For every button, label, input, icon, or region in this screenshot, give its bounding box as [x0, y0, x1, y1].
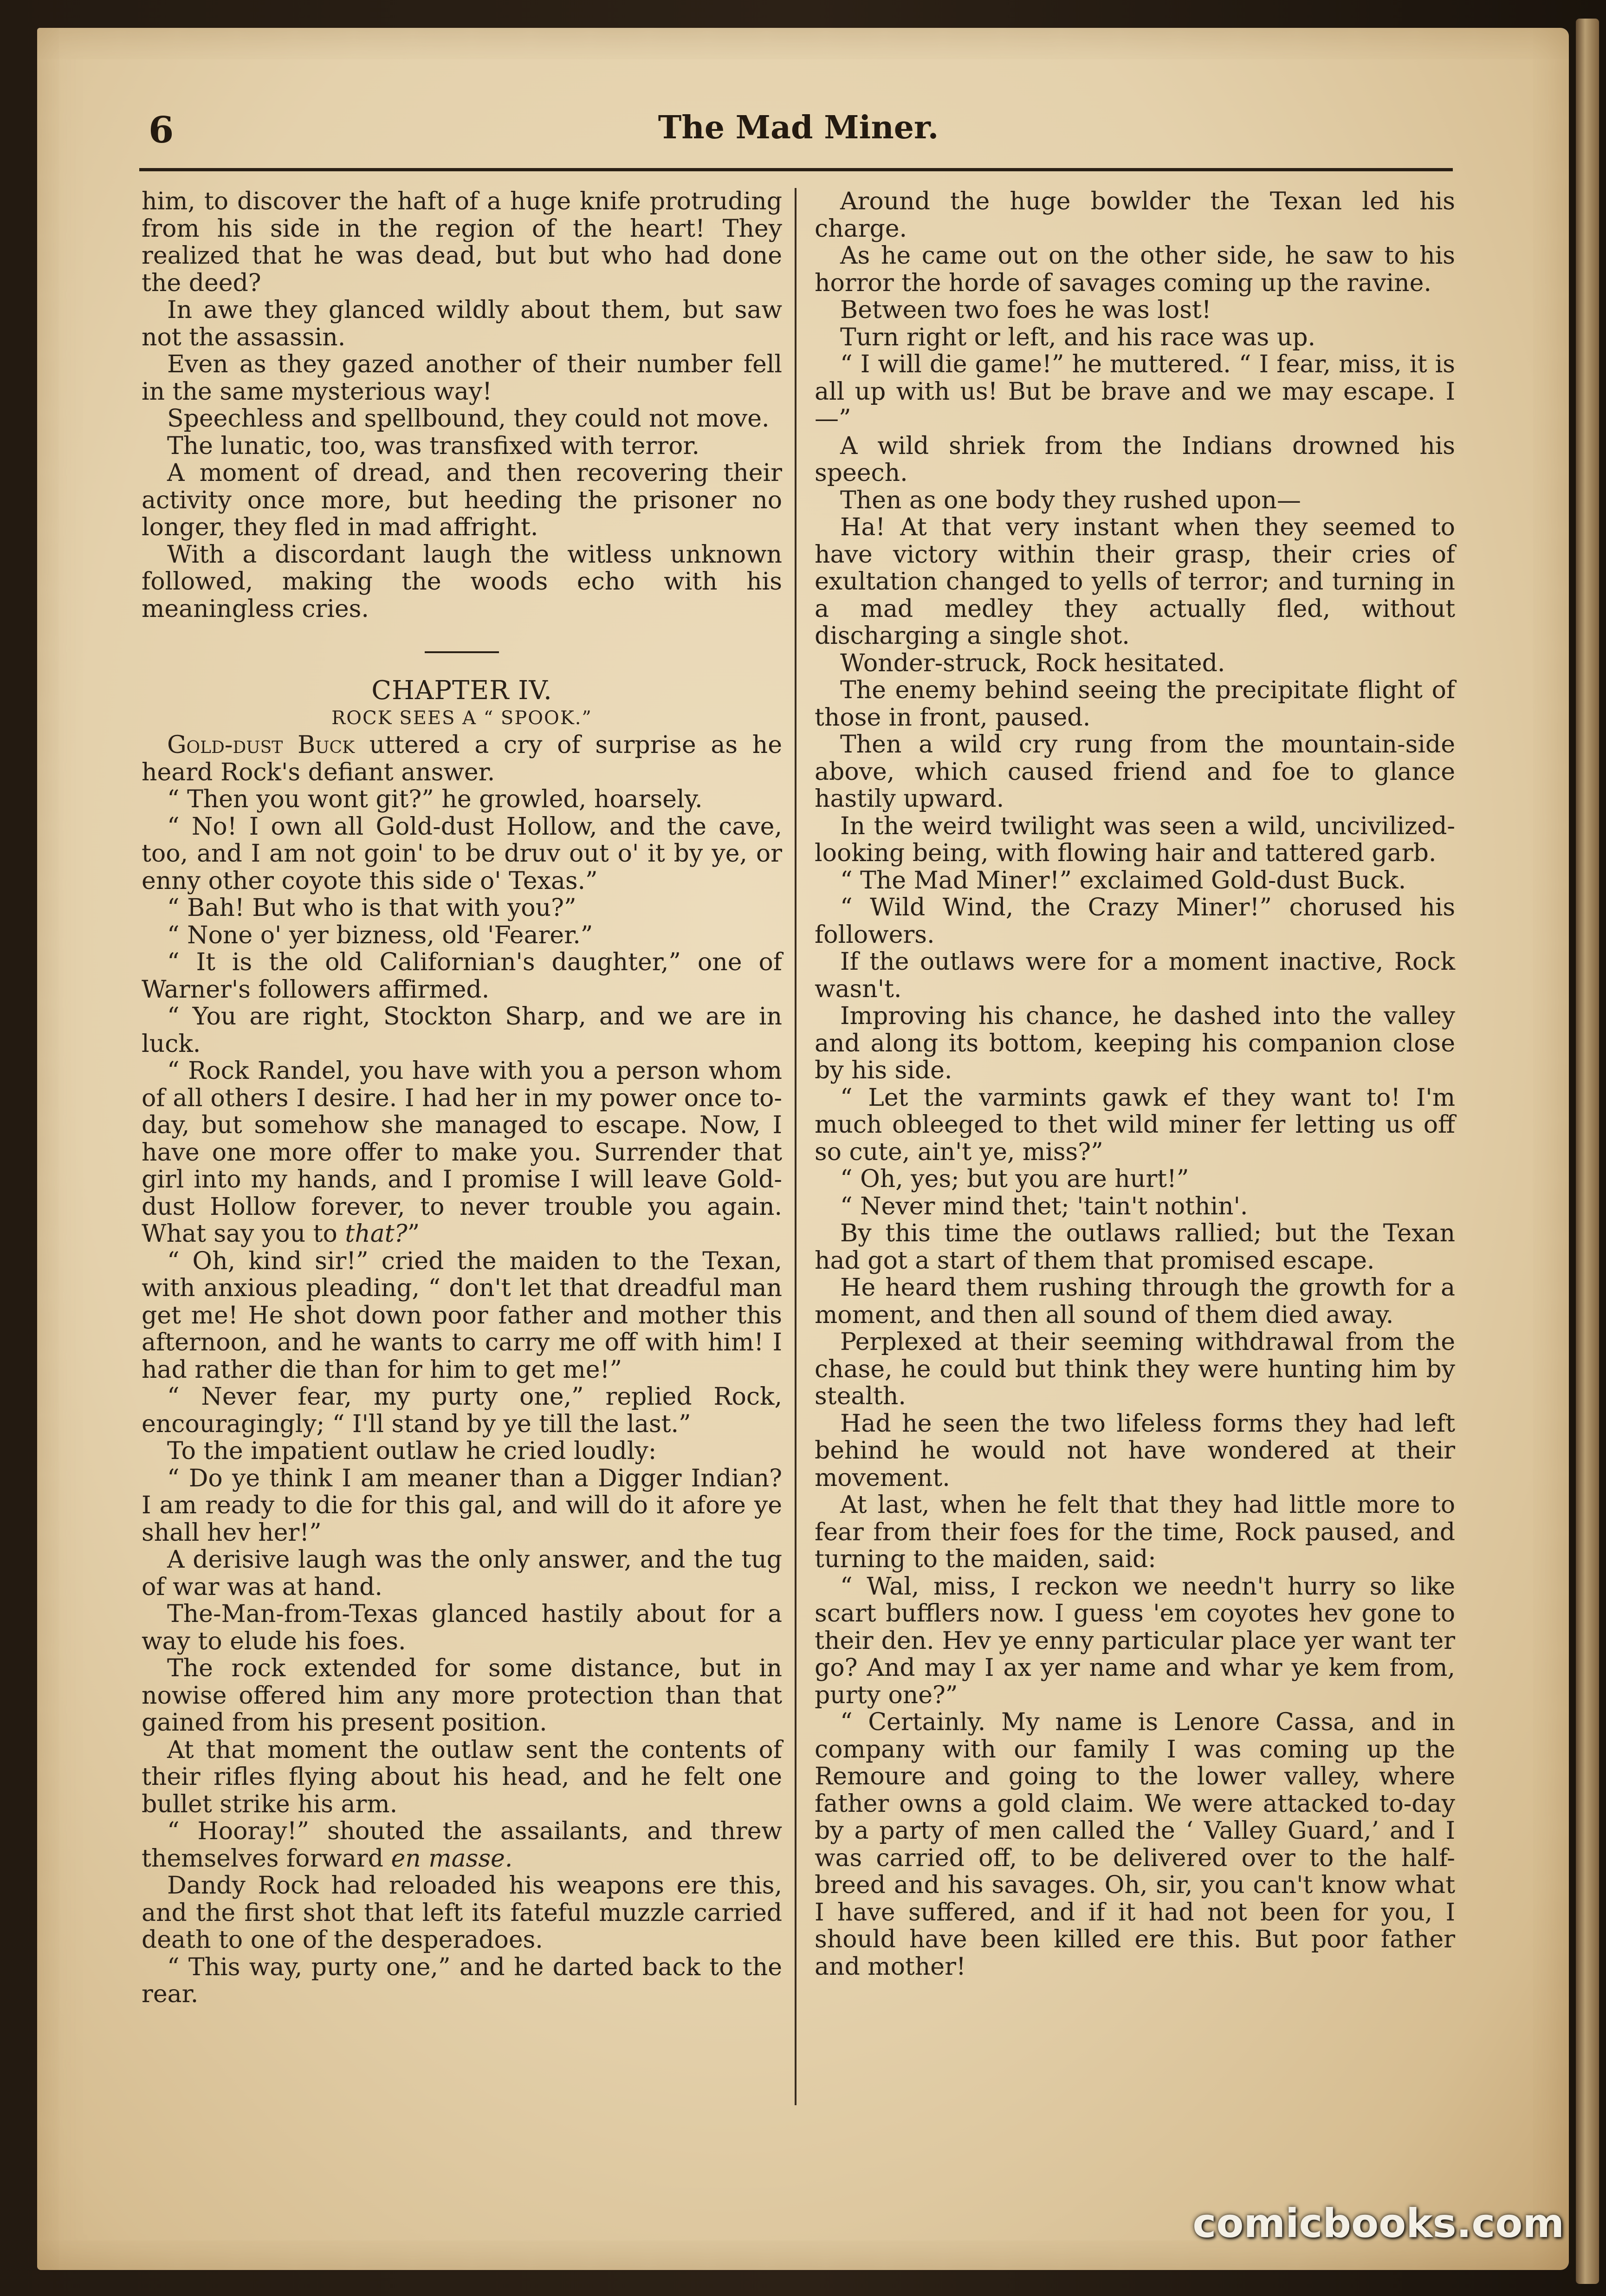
- paragraph: “ Never fear, my purty one,” replied Rock, encouragingly; “ I'll stand by ye till the last.”: [142, 1383, 782, 1438]
- paragraph: The lunatic, too, was transfixed with terror.: [167, 432, 700, 460]
- paragraph: [142, 1057, 782, 1248]
- paragraph: [142, 732, 782, 786]
- paragraph: Speechless and spellbound, they could not move.: [167, 405, 770, 433]
- paragraph: “ Wild Wind, the Crazy Miner!” chorused his followers.: [815, 894, 1455, 949]
- italic-phrase: en masse.: [391, 1844, 513, 1873]
- paragraph: Between two foes he was lost!: [840, 296, 1211, 324]
- chapter-heading: CHAPTER IV.: [371, 675, 552, 706]
- paragraph: Improving his chance, he dashed into the valley and along its bottom, keeping his companion close by his side.: [815, 1002, 1455, 1084]
- paragraph: “ The Mad Miner!” exclaimed Gold-dust Buck.: [840, 866, 1406, 895]
- page-number: 6: [149, 109, 174, 151]
- paragraph: “ Oh, yes; but you are hurt!”: [840, 1165, 1189, 1193]
- paragraph-text: uttered a cry of surprise as he heard Rock's defiant answer.: [142, 731, 782, 786]
- paragraph: “ It is the old Californian's daughter,” one of Warner's followers affirmed.: [142, 948, 782, 1004]
- paragraph: By this time the outlaws rallied; but the Texan had got a start of them that promised escape.: [815, 1219, 1455, 1275]
- paragraph: In awe they glanced wildly about them, but saw not the assassin.: [142, 296, 782, 351]
- right-column: [815, 188, 1455, 1980]
- paragraph: “ Do ye think I am meaner than a Digger Indian? I am ready to die for this gal, and will do it afore ye shall hev her!”: [142, 1464, 782, 1547]
- paragraph: If the outlaws were for a moment inactive, Rock wasn't.: [815, 948, 1455, 1003]
- running-head: [149, 109, 1448, 165]
- paragraph-text: “ Hooray!” shouted the assailants, and threw themselves forward: [142, 1817, 782, 1873]
- paragraph: Even as they gazed another of their number fell in the same mysterious way!: [142, 350, 782, 406]
- name-small-caps: Gold-dust Buck: [167, 731, 355, 759]
- paragraph: “ No! I own all Gold-dust Hollow, and the cave, too, and I am not goin' to be druv out o' it by ye, or enny other coyote this side o' Texas.”: [142, 812, 782, 895]
- paragraph: “ Certainly. My name is Lenore Cassa, and in company with our family I was coming up the Remoure and going to the lower valley, where father owns a gold claim. We were attacked to-day by a party of men called the ‘ Valley Guard,’ and I was carried off, to be delivered over to the half-breed and his savages. Oh, sir, you can't know what I have suffered, and if it had not been for you, I should have been killed ere this. But poor father and mother!: [815, 1708, 1455, 1981]
- paragraph: “ You are right, Stockton Sharp, and we are in luck.: [142, 1003, 782, 1058]
- paragraph: A derisive laugh was the only answer, and the tug of war was at hand.: [142, 1546, 782, 1601]
- paragraph: “ None o' yer bizness, old 'Fearer.”: [167, 921, 593, 949]
- paragraph: him, to discover the haft of a huge knife protruding from his side in the region of the heart! They realized that he was dead, but but who had done the deed?: [142, 188, 782, 297]
- paragraph: “ Wal, miss, I reckon we needn't hurry so like scart bufflers now. I guess 'em coyotes hev gone to their den. Hev ye enny particular place yer want ter go? And may I ax yer name and whar ye kem from, purty one?”: [815, 1572, 1455, 1709]
- paragraph: In the weird twilight was seen a wild, uncivilized-looking being, with flowing hair and tattered garb.: [815, 812, 1455, 867]
- paragraph: Had he seen the two lifeless forms they had left behind he would not have wondered at their movement.: [815, 1409, 1455, 1492]
- paragraph: At last, when he felt that they had little more to fear from their foes for the time, Rock paused, and turning to the maiden, said:: [815, 1491, 1455, 1573]
- paragraph: He heard them rushing through the growth for a moment, and then all sound of them died away.: [815, 1274, 1455, 1329]
- paragraph: The enemy behind seeing the precipitate flight of those in front, paused.: [815, 676, 1455, 732]
- paragraph: “ Never mind thet; 'tain't nothin'.: [840, 1192, 1248, 1220]
- paragraph: A moment of dread, and then recovering their activity once more, but heeding the prisoner no longer, they fled in mad affright.: [142, 459, 782, 541]
- paragraph: “ Oh, kind sir!” cried the maiden to the Texan, with anxious pleading, “ don't let that dreadful man get me! He shot down poor father and mother this afternoon, and he wants to carry me off with him! I had rather die than for him to get me!”: [142, 1247, 782, 1384]
- paragraph: Around the huge bowlder the Texan led his charge.: [815, 188, 1455, 243]
- paragraph: To the impatient outlaw he cried loudly:: [167, 1437, 657, 1465]
- section-divider: [425, 651, 499, 653]
- paragraph: Then a wild cry rung from the mountain-side above, which caused friend and foe to glance hastily upward.: [815, 731, 1455, 813]
- paragraph: Wonder-struck, Rock hesitated.: [840, 649, 1225, 677]
- chapter-subtitle: ROCK SEES A “ SPOOK.”: [331, 707, 592, 729]
- paragraph: “ Then you wont git?” he growled, hoarsely.: [167, 785, 703, 813]
- paragraph: “ Let the varmints gawk ef they want to! I'm much obleeged to thet wild miner fer letting us off so cute, ain't ye, miss?”: [815, 1083, 1455, 1166]
- italic-word: that?: [345, 1220, 408, 1248]
- paragraph: With a discordant laugh the witless unknown followed, making the woods echo with his meaningless cries.: [142, 540, 782, 623]
- left-column: [142, 188, 782, 2008]
- paragraph-text: “ Rock Randel, you have with you a person whom of all others I desire. I had her in my power once to-day, but somehow she managed to escape. Now, I have one more offer to make you. Surrender that girl into my hands, and I promise I will leave Gold-dust Hollow forever, to never trouble you again. What say you to: [142, 1057, 782, 1248]
- paragraph: Perplexed at their seeming withdrawal from the chase, he could but think they were hunting him by stealth.: [815, 1328, 1455, 1410]
- paragraph: Turn right or left, and his race was up.: [840, 323, 1316, 351]
- paragraph: “ Bah! But who is that with you?”: [167, 894, 576, 922]
- paragraph: [142, 1818, 782, 1872]
- next-page-edge: [1576, 19, 1599, 2284]
- paragraph: As he came out on the other side, he saw to his horror the horde of savages coming up the ravine.: [815, 242, 1455, 297]
- column-divider: [795, 188, 797, 2105]
- running-title: The Mad Miner.: [658, 109, 939, 146]
- paragraph: Dandy Rock had reloaded his weapons ere this, and the first shot that left its fateful muzzle carried death to one of the desperadoes.: [142, 1872, 782, 1954]
- paragraph: “ This way, purty one,” and he darted back to the rear.: [142, 1953, 782, 2008]
- paragraph: The-Man-from-Texas glanced hastily about for a way to elude his foes.: [142, 1600, 782, 1655]
- header-rule: [139, 168, 1453, 171]
- paragraph: Ha! At that very instant when they seemed to have victory within their grasp, their cries of exultation changed to yells of terror; and turning in a mad medley they actually fled, without discharging a single shot.: [815, 513, 1455, 650]
- paragraph: The rock extended for some distance, but in nowise offered him any more protection than that gained from his present position.: [142, 1654, 782, 1737]
- paragraph: “ I will die game!” he muttered. “ I fear, miss, it is all up with us! But be brave and we may escape. I—”: [815, 350, 1455, 433]
- paragraph: Then as one body they rushed upon—: [840, 486, 1301, 514]
- paragraph: At that moment the outlaw sent the contents of their rifles flying about his head, and he felt one bullet strike his arm.: [142, 1736, 782, 1818]
- watermark: comicbooks.com: [1192, 2200, 1564, 2247]
- closing-quote: ”: [407, 1220, 420, 1248]
- paragraph: A wild shriek from the Indians drowned his speech.: [815, 432, 1455, 487]
